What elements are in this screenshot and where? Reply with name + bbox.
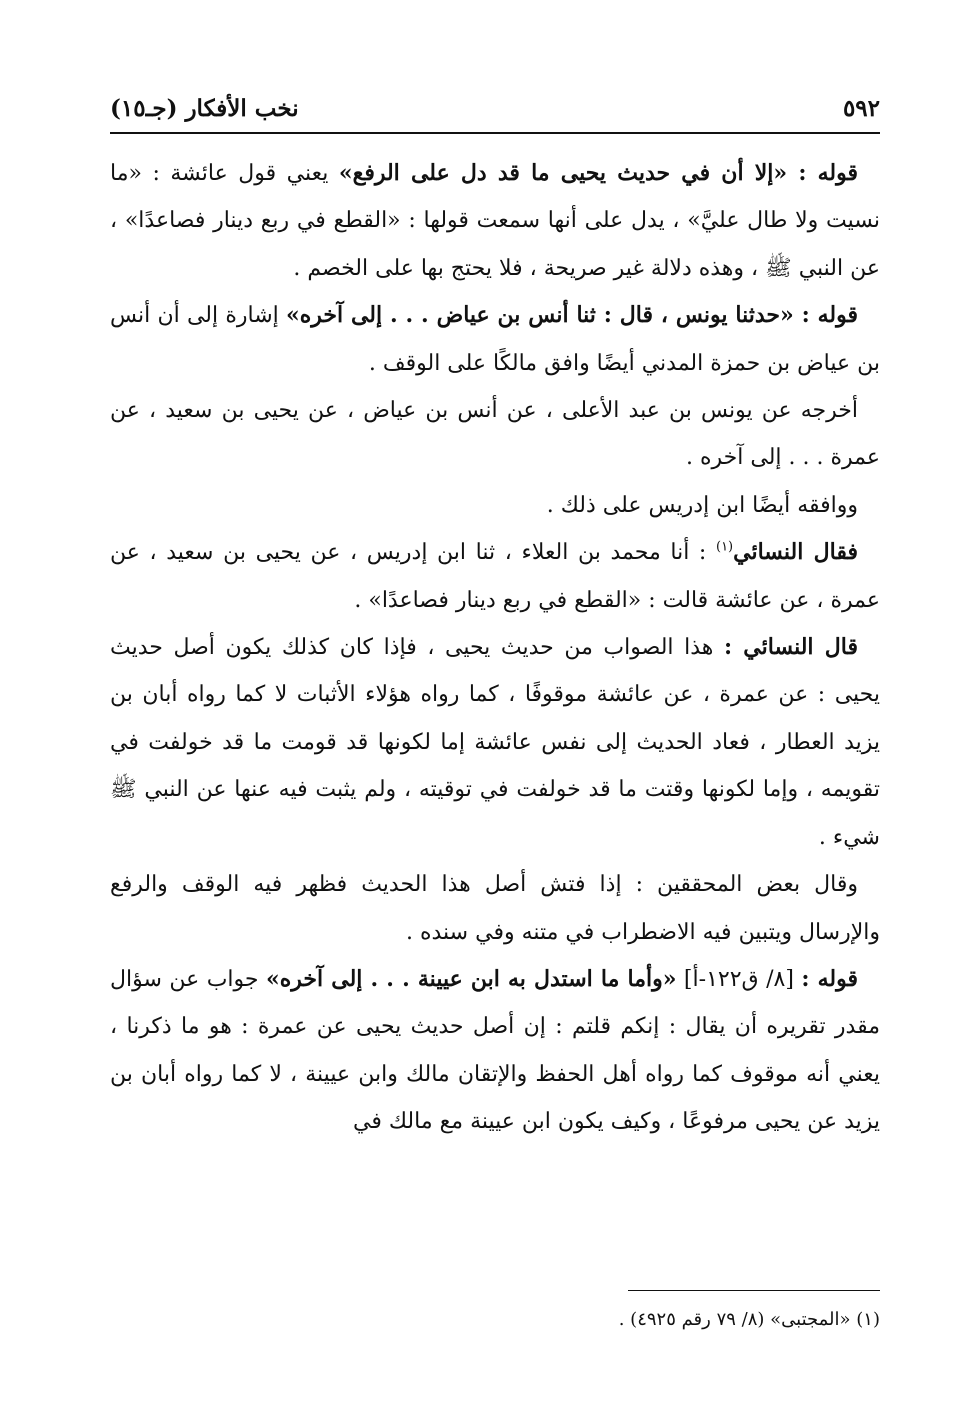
paragraph-7: ‏ وقال بعض المحققين : إذا فتش أصل هذا الحديث فظهر فيه الوقف والرفع والإرسال ويتبين فيه الاضطراب في متنه وفي سنده . (110, 872, 880, 945)
footnote-divider (628, 1290, 880, 1291)
paragraph-text: ووافقه أيضًا ابن إدريس على ذلك . (546, 492, 858, 518)
paragraph-text: هذا الصواب من حديث يحيى ، فإذا كان كذلك يكون أصل حديث يحيى : عن عمرة ، عن عائشة موقوفًا ، كما رواه هؤلاء الأثبات لا كما رواه أبان بن يزيد العطار ، فعاد الحديث إلى نفس عائشة إما لكونها قد قومت ما قد خولفت في تقويمه ، وإما لكونها وقتت ما قد خولفت في توقيته ، ولم يثبت فيه عنها عن النبي ﷺ شيء . (110, 635, 880, 850)
main-text (110, 150, 880, 1146)
paragraph-text: يعني قول عائشة : «ما نسيت ولا طال عليَّ» ، يدل على أنها سمعت قولها : «القطع في ربع دينار فصاعدًا» ، عن النبي ﷺ ، وهذه دلالة غير صريحة ، فلا يحتج بها على الخصم . (110, 161, 880, 281)
quote-label: قوله : «إلا أن في حديث يحيى ما قد دل على الرفع» (338, 160, 858, 186)
quote-label: قال النسائي : (723, 634, 858, 661)
paragraph-3: ‏ أخرجه عن يونس بن عبد الأعلى ، عن أنس بن عياض ، عن يحيى بن سعيد ، عن عمرة . . . إلى آخره . (110, 398, 880, 471)
book-title: نخب الأفكار (جـ١٥) (110, 94, 299, 122)
paragraph-text: أخرجه عن يونس بن عبد الأعلى ، عن أنس بن عياض ، عن يحيى بن سعيد ، عن عمرة . . . إلى آخره . (110, 398, 880, 471)
paragraph-5: ‏ فقال النسائي$^{(١)}$ : أنا محمد بن العلاء ، ثنا ابن إدريس ، عن يحيى بن سعيد ، عن عمرة ، عن عائشة قالت : «القطع في ربع دينار فصاعدًا» . (110, 539, 880, 613)
quote-label: قوله : (801, 965, 859, 992)
manuscript-reference: [٨/ ق١٢٢-أ] (676, 966, 802, 992)
footnote-reference[interactable]: (١) (715, 539, 734, 555)
paragraph-6: ‏ قال النسائي : هذا الصواب من حديث يحيى ، فإذا كان كذلك يكون أصل حديث يحيى : عن عمرة ، عن عائشة موقوفًا ، كما رواه هؤلاء الأثبات لا كما رواه أبان بن يزيد العطار ، فعاد الحديث إلى نفس عائشة إما لكونها قد قومت ما قد خولفت في تقويمه ، وإما لكونها وقتت ما قد خولفت في توقيته ، ولم يثبت فيه عنها عن النبي ﷺ شيء . (110, 634, 880, 850)
paragraph-text: إشارة إلى أن أنس بن عياض بن حمزة المدني أيضًا وافق مالكًا على الوقف . (110, 303, 880, 376)
quote-label: فقال النسائي (733, 539, 858, 566)
page-header (110, 88, 880, 128)
paragraph-2: ‏ قوله : «حدثنا يونس ، قال : ثنا أنس بن عياض . . . إلى آخره» إشارة إلى أن أنس بن عياض بن حمزة المدني أيضًا وافق مالكًا على الوقف . (110, 302, 880, 376)
header-divider (110, 132, 880, 134)
paragraph-8: ‏ قوله : [٨/ ق١٢٢-أ] «وأما ما استدل به ابن عيينة . . . إلى آخره» جواب عن سؤال مقدر تقريره أن يقال : إنكم قلتم : إن أصل حديث يحيى عن عمرة : هو ما ذكرنا ، يعني أنه موقوف كما رواه أهل الحفظ والإتقان مالك وابن عيينة ، لا كما رواه أبان بن يزيد عن يحيى مرفوعًا ، وكيف يكون ابن عيينة مع مالك في (110, 965, 881, 1135)
paragraph-1: ‏ قوله : «إلا أن في حديث يحيى ما قد دل على الرفع» يعني قول عائشة : «ما نسيت ولا طال عليَّ» ، يدل على أنها سمعت قولها : «القطع في ربع دينار فصاعدًا» ، عن النبي ﷺ ، وهذه دلالة غير صريحة ، فلا يحتج بها على الخصم . (110, 160, 880, 281)
paragraph-4: ‏ ووافقه أيضًا ابن إدريس على ذلك . (546, 492, 880, 518)
page-number: ٥٩٢ (842, 94, 880, 122)
paragraph-text: : أنا محمد بن العلاء ، ثنا ابن إدريس ، عن يحيى بن سعيد ، عن عمرة ، عن عائشة قالت : «القطع في ربع دينار فصاعدًا» . (110, 540, 880, 613)
footnote-text: (١) «المجتبى» (٨/ ٧٩ رقم ٤٩٢٥) . (618, 1309, 880, 1330)
paragraph-text: وقال بعض المحققين : إذا فتش أصل هذا الحديث فظهر فيه الوقف والرفع والإرسال ويتبين فيه الاضطراب في متنه وفي سنده . (110, 872, 880, 945)
paragraph-text: جواب عن سؤال مقدر تقريره أن يقال : إنكم قلتم : إن أصل حديث يحيى عن عمرة : هو ما ذكرنا ، يعني أنه موقوف كما رواه أهل الحفظ والإتقان مالك وابن عيينة ، لا كما رواه أبان بن يزيد عن يحيى مرفوعًا ، وكيف يكون ابن عيينة مع مالك في (110, 966, 880, 1135)
quote-label-2: «وأما ما استدل به ابن عيينة . . . إلى آخره» (265, 965, 677, 992)
quote-label: قوله : «حدثنا يونس ، قال : ثنا أنس بن عياض . . . إلى آخره» (285, 302, 858, 329)
footnote (110, 1305, 880, 1335)
